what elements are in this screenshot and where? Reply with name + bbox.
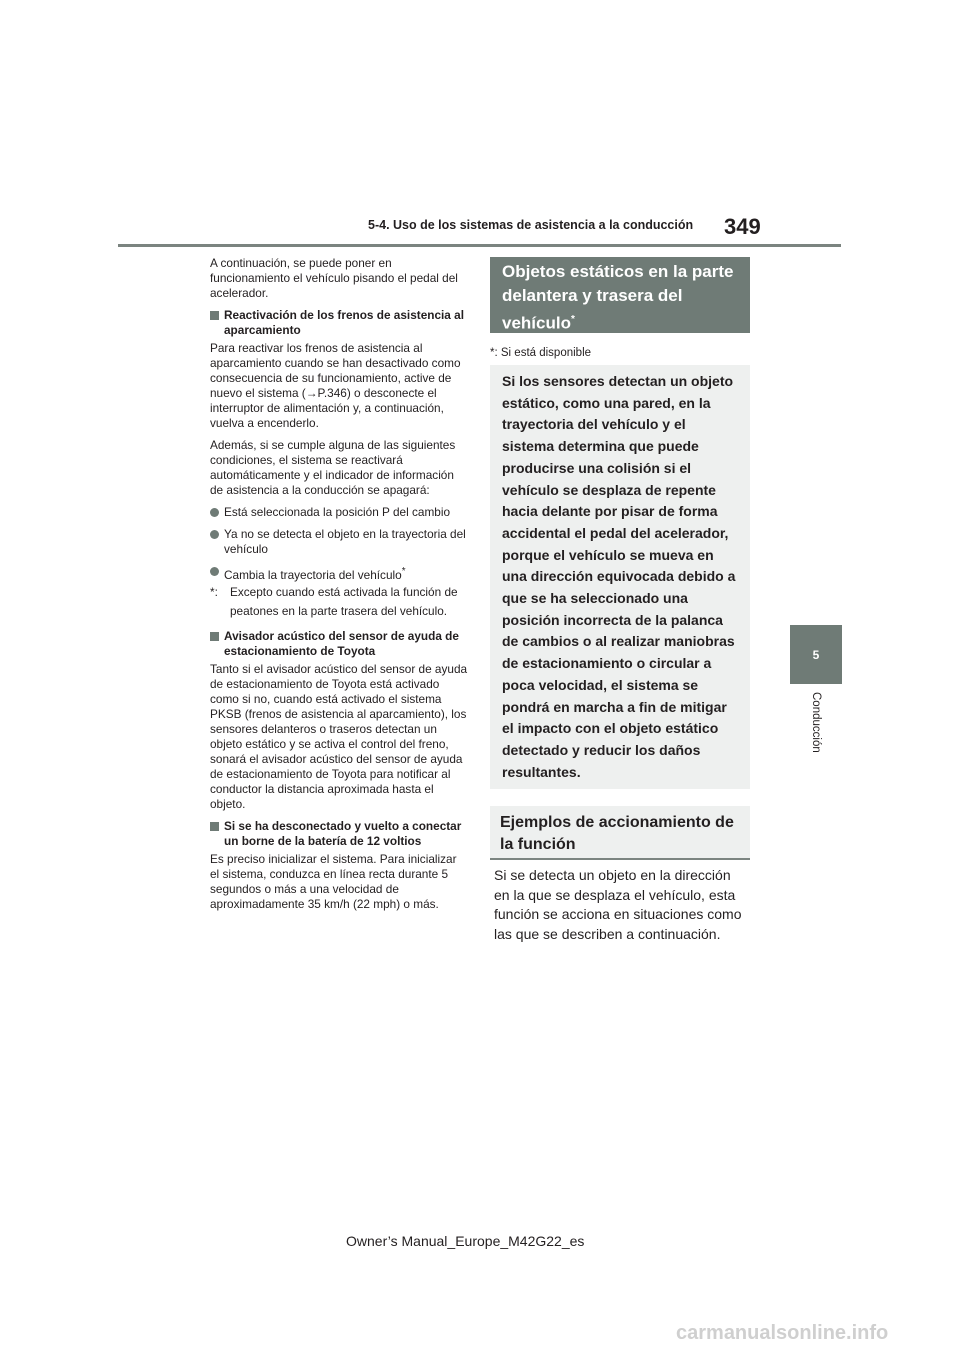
examples-paragraph: Si se detecta un objeto en la dirección en la que se desplaza el vehículo, esta función se acciona en situaciones como las que se describen a continuación. <box>494 867 742 942</box>
chapter-number: 5 <box>812 647 820 662</box>
paragraph: Es preciso inicializar el sistema. Para inicializar el sistema, conduzca en línea recta durante 5 segundos o más a una velocidad de aproximadamente 35 km/h (22 mph) o más. <box>210 851 457 911</box>
examples-heading-text: Ejemplos de accionamiento de la función <box>500 814 734 853</box>
list-item-text: Está seleccionada la posición P del cambio <box>224 505 451 519</box>
footnote-mark: * <box>401 566 406 577</box>
square-bullet-icon <box>210 822 219 831</box>
subheading-text: Reactivación de los frenos de asistencia al aparcamiento <box>224 308 464 337</box>
subheading-text: Si se ha desconectado y vuelto a conectar un borne de la batería de 12 voltios <box>224 818 462 848</box>
footnote-mark: * <box>570 314 575 325</box>
summary-text: Si los sensores detectan un objeto estático, como una pared, en la trayectoria del vehículo y el sistema determina que puede producirse una colisión si el vehículo se desplaza de repente hacia delante por pisar de forma accidental el pedal del acelerador, porque el vehículo se mueva en una dirección equivocada debido a que se ha seleccionado una posición incorrecta de la palanca de cambios o al realizar maniobras de estacionamiento o circular a poca velocidad, el sistema se pondrá en marcha a fin de mitigar el impacto con el objeto estático detectado y reducir los daños resultantes. <box>502 373 736 780</box>
header-divider <box>118 244 841 247</box>
list-item-text: Ya no se detecta el objeto en la trayectoria del vehículo <box>224 527 466 556</box>
subheading-buzzer <box>210 629 468 659</box>
summary-box <box>490 365 750 789</box>
footer-text: Owner’s Manual_Europe_M42G22_es <box>346 1233 585 1249</box>
left-column <box>210 256 468 919</box>
chapter-label-text: Conducción <box>810 692 822 753</box>
subheading-text: Avisador acústico del sensor de ayuda de estacionamiento de Toyota <box>224 628 459 658</box>
footnote-text: Si está disponible <box>500 347 592 359</box>
examples-heading <box>490 806 750 860</box>
section-title-box <box>490 257 750 333</box>
circle-bullet-icon <box>210 530 219 539</box>
subheading-battery <box>210 819 468 849</box>
chapter-label <box>806 692 826 772</box>
intro-paragraph: A continuación, se puede poner en funcionamiento el vehículo pisando el pedal del acelerador. <box>210 256 458 300</box>
availability-footnote <box>490 347 591 359</box>
square-bullet-icon <box>210 632 219 641</box>
paragraph: Para reactivar los frenos de asistencia al aparcamiento cuando se han desactivado como consecuencia de su funcionamiento, active de nuevo el sistema (→P.346) o desconecte el interruptor de alimentación y, a continuación, vuelva a encenderlo. <box>210 341 461 430</box>
list-item <box>210 564 468 583</box>
list-item <box>210 527 468 557</box>
paragraph: Tanto si el avisador acústico del sensor de ayuda de estacionamiento de Toyota está activado como si no, cuando está activado el sistema PKSB (frenos de asistencia al aparcamiento), los sensores delanteros o traseros detectan un objeto estático y se activa el control del freno, sonará el avisador acústico del sensor de ayuda de estacionamiento de Toyota para notificar al conductor la distancia aproximada hasta el objeto. <box>210 661 468 811</box>
footnote-key: *: <box>210 584 218 599</box>
footnote <box>210 583 468 621</box>
footnote-text: Excepto cuando está activada la función de peatones en la parte trasera del vehículo. <box>230 584 458 618</box>
section-title: Objetos estáticos en la parte delantera y trasera del vehículo <box>502 262 734 333</box>
chapter-tab <box>790 625 842 684</box>
section-header-title: 5-4. Uso de los sistemas de asistencia a la conducción <box>368 218 694 232</box>
list-item <box>210 505 468 520</box>
circle-bullet-icon <box>210 567 219 576</box>
list-item-text: Cambia la trayectoria del vehículo <box>224 567 402 582</box>
paragraph: Además, si se cumple alguna de las siguientes condiciones, el sistema se reactivará automáticamente y el indicador de información de asistencia a la conducción se apagará: <box>210 438 456 497</box>
subheading-reactivation <box>210 308 468 338</box>
page-number: 349 <box>724 214 761 239</box>
square-bullet-icon <box>210 311 219 320</box>
watermark: carmanualsonline.info <box>676 1322 889 1344</box>
footnote-key: *: <box>490 347 498 359</box>
circle-bullet-icon <box>210 508 219 517</box>
